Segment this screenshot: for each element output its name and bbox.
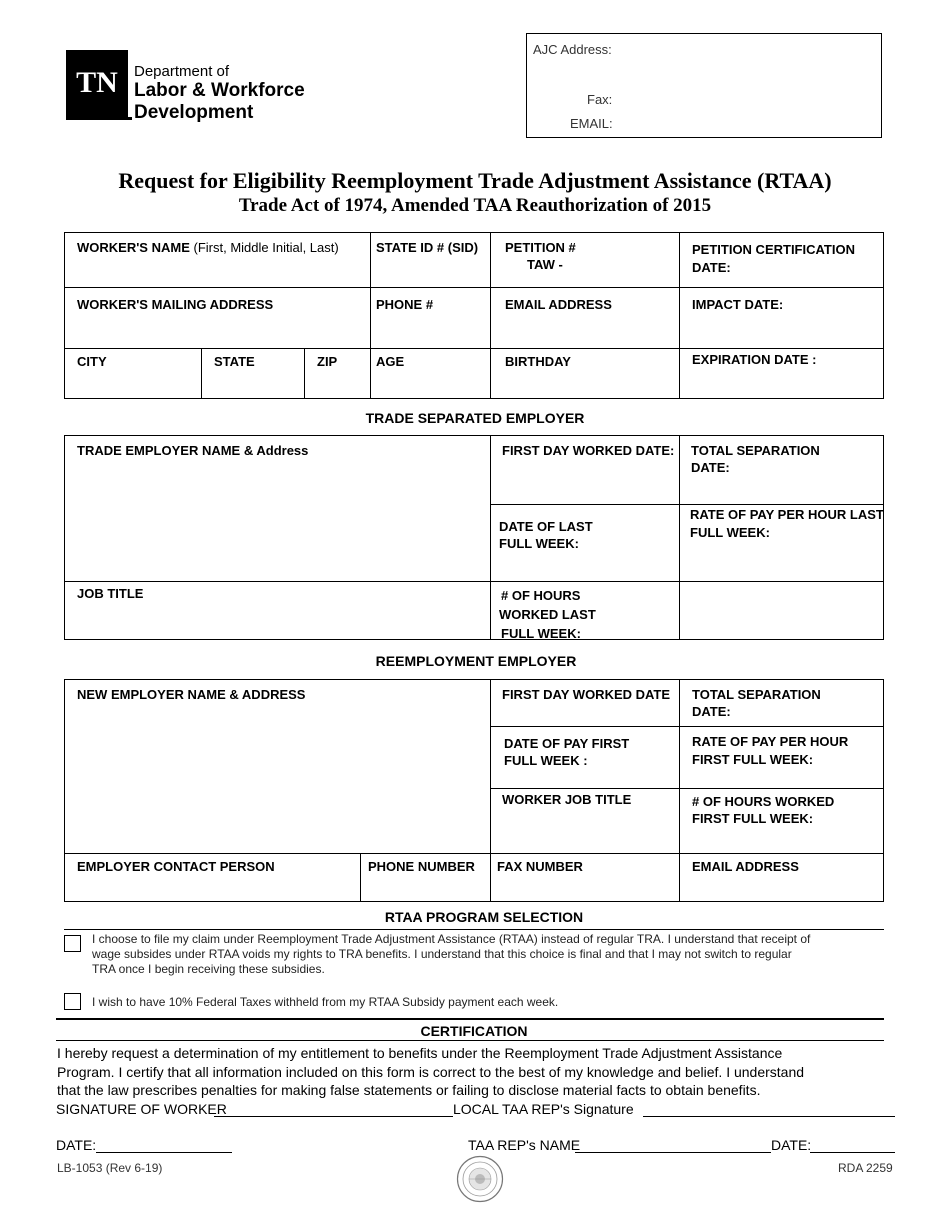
- reemp-pay-field[interactable]: DATE OF PAY FIRST: [504, 736, 630, 751]
- page-title: Request for Eligibility Reemployment Trade Adjustment Assistance (RTAA): [118, 168, 832, 193]
- reemp-rate-field[interactable]: RATE OF PAY PER HOUR: [692, 734, 849, 749]
- state-id-field[interactable]: STATE ID # (SID): [376, 240, 479, 255]
- tax-withhold-checkbox[interactable]: [64, 993, 81, 1010]
- trade-last-week-label2: FULL WEEK:: [499, 536, 579, 551]
- petition-cert-date-label: DATE:: [692, 260, 731, 275]
- petition-cert-field[interactable]: PETITION CERTIFICATION: [692, 242, 855, 257]
- trade-rate-label2: FULL WEEK:: [690, 525, 770, 540]
- contact-person-field[interactable]: EMPLOYER CONTACT PERSON: [77, 859, 275, 874]
- ajc-address-label: AJC Address:: [533, 42, 612, 57]
- contact-email-field[interactable]: EMAIL ADDRESS: [692, 859, 799, 874]
- cert-heading: CERTIFICATION: [420, 1023, 528, 1039]
- trade-employer-field[interactable]: TRADE EMPLOYER NAME & Address: [77, 443, 309, 458]
- date-line[interactable]: [96, 1152, 232, 1153]
- reemp-first-day-field[interactable]: FIRST DAY WORKED DATE: [502, 687, 671, 702]
- reemp-total-sep-field[interactable]: TOTAL SEPARATION: [692, 687, 821, 702]
- taw-label: TAW -: [527, 257, 563, 272]
- email-field[interactable]: EMAIL ADDRESS: [505, 297, 612, 312]
- rep-name-label: TAA REP's NAME: [468, 1137, 581, 1153]
- reemp-employer-field[interactable]: NEW EMPLOYER NAME & ADDRESS: [77, 687, 306, 702]
- mailing-address-field[interactable]: WORKER'S MAILING ADDRESS: [77, 297, 274, 312]
- rda-number: RDA 2259: [838, 1161, 893, 1175]
- state-field[interactable]: STATE: [214, 354, 255, 369]
- date-label: DATE:: [56, 1137, 97, 1153]
- logo: [66, 50, 316, 124]
- cert-text: I hereby request a determination of my entitlement to benefits under the Reemployment Trade Adjustment Assistance Program. I certify that all information included on this form is correct to the best of my knowledge and belief. I understand that the law prescribes penalties for making false statements or failing to disclose material facts to obtain benefits.: [57, 1045, 805, 1098]
- logo-line2: Labor & Workforce: [134, 80, 305, 101]
- rtaa-choice-text: I choose to file my claim under Reemployment Trade Adjustment Assistance (RTAA) instead of regular TRA. I understand that receipt of wage subsides under RTAA voids my rights to TRA benefits. I understand that this choice is final and that I may not switch to regular TRA once I begin receiving these subsidies.: [92, 932, 811, 976]
- ajc-email-label: EMAIL:: [570, 116, 613, 131]
- expiration-date-field[interactable]: EXPIRATION DATE :: [692, 352, 817, 367]
- sig-rep-label: LOCAL TAA REP's Signature: [453, 1101, 634, 1117]
- contact-fax-field[interactable]: FAX NUMBER: [497, 859, 583, 874]
- trade-heading: TRADE SEPARATED EMPLOYER: [365, 410, 585, 426]
- state-seal-icon: [456, 1155, 504, 1203]
- phone-field[interactable]: PHONE #: [376, 297, 434, 312]
- rep-name-line[interactable]: [575, 1152, 771, 1153]
- ajc-fax-label: Fax:: [587, 92, 613, 107]
- birthday-field[interactable]: BIRTHDAY: [505, 354, 571, 369]
- form-number: LB-1053 (Rev 6-19): [57, 1161, 163, 1175]
- tax-withhold-text: I wish to have 10% Federal Taxes withheld from my RTAA Subsidy payment each week.: [92, 995, 559, 1009]
- page-subtitle: Trade Act of 1974, Amended TAA Reauthorization of 2015: [238, 195, 712, 216]
- reemp-hours-label2: FIRST FULL WEEK:: [692, 811, 814, 826]
- reemp-heading: REEMPLOYMENT EMPLOYER: [375, 653, 577, 669]
- date2-line[interactable]: [810, 1152, 895, 1153]
- reemp-total-sep-date: DATE:: [692, 704, 731, 719]
- trade-rate-field[interactable]: RATE OF PAY PER HOUR LAST: [690, 507, 884, 522]
- logo-line3: Development: [134, 102, 254, 123]
- contact-phone-field[interactable]: PHONE NUMBER: [368, 859, 475, 874]
- trade-job-title-field[interactable]: JOB TITLE: [77, 586, 144, 601]
- sig-worker-label: SIGNATURE OF WORKER: [56, 1101, 227, 1117]
- worker-table: [64, 232, 884, 399]
- reemp-hours-field[interactable]: # OF HOURS WORKED: [692, 794, 835, 809]
- impact-date-field[interactable]: IMPACT DATE:: [692, 297, 784, 312]
- trade-hours-field[interactable]: # OF HOURS: [501, 588, 581, 603]
- date2-label: DATE:: [771, 1137, 812, 1153]
- trade-hours-label3: FULL WEEK:: [501, 626, 581, 641]
- city-field[interactable]: CITY: [77, 354, 107, 369]
- zip-field[interactable]: ZIP: [317, 354, 338, 369]
- reemp-rate-label2: FIRST FULL WEEK:: [692, 752, 814, 767]
- trade-total-sep-field[interactable]: TOTAL SEPARATION: [691, 443, 820, 458]
- logo-mark: TN: [66, 50, 128, 120]
- sig-worker-line[interactable]: [214, 1116, 453, 1117]
- petition-field[interactable]: PETITION #: [505, 240, 576, 255]
- reemp-pay-label2: FULL WEEK :: [504, 753, 588, 768]
- rtaa-choice-checkbox[interactable]: [64, 935, 81, 952]
- trade-hours-label2: WORKED LAST: [499, 607, 596, 622]
- trade-last-week-field[interactable]: DATE OF LAST: [499, 519, 593, 534]
- worker-name-hint: (First, Middle Initial, Last): [193, 240, 339, 255]
- logo-line1: Department of: [134, 63, 230, 80]
- worker-name-field[interactable]: [77, 240, 339, 255]
- trade-first-day-field[interactable]: FIRST DAY WORKED DATE:: [502, 443, 675, 458]
- program-heading: RTAA PROGRAM SELECTION: [384, 909, 584, 925]
- worker-name-label: WORKER'S NAME: [77, 240, 190, 255]
- sig-rep-line[interactable]: [643, 1116, 895, 1117]
- trade-total-sep-date: DATE:: [691, 460, 730, 475]
- age-field[interactable]: AGE: [376, 354, 405, 369]
- reemp-job-title-field[interactable]: WORKER JOB TITLE: [502, 792, 632, 807]
